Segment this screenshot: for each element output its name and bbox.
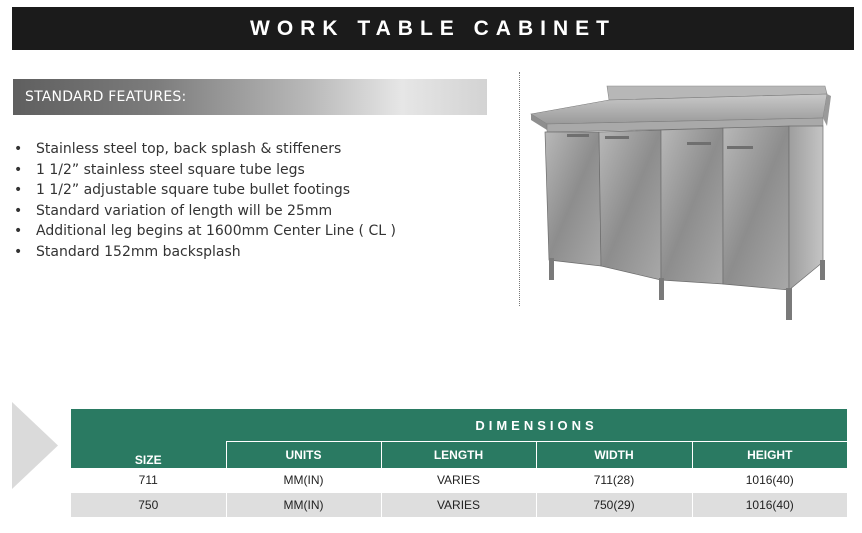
column-header-length: LENGTH [381, 442, 536, 468]
cell-size: 750 [71, 492, 226, 517]
cell-height: 1016(40) [692, 468, 847, 493]
column-header-size: SIZE [71, 442, 226, 468]
bullet-icon: • [14, 161, 23, 178]
cell-units: MM(IN) [226, 468, 381, 493]
feature-item [14, 242, 396, 263]
feature-text: 1 1/2” adjustable square tube bullet footings [36, 182, 351, 198]
column-header-units: UNITS [226, 442, 381, 468]
feature-item [14, 201, 396, 222]
feature-text: Standard variation of length will be 25mm [36, 202, 333, 219]
features-heading: STANDARD FEATURES: [13, 79, 487, 115]
cell-height: 1016(40) [692, 492, 847, 517]
bullet-icon: • [14, 243, 23, 260]
page-title: WORK TABLE CABINET [12, 7, 854, 50]
feature-text: Additional leg begins at 1600mm Center Line ( CL ) [36, 223, 396, 239]
bullet-icon: • [14, 182, 23, 198]
cell-width: 711(28) [536, 468, 692, 493]
dotted-divider [519, 72, 520, 306]
arrow-icon [12, 402, 58, 489]
table-row [71, 468, 847, 493]
column-header-width: WIDTH [536, 442, 692, 468]
cell-units: MM(IN) [226, 492, 381, 517]
product-image [527, 80, 839, 326]
dimensions-title: DIMENSIONS [226, 409, 847, 442]
dimensions-title-spacer [71, 409, 226, 442]
feature-item [14, 139, 396, 160]
bullet-icon: • [14, 202, 23, 219]
features-list [14, 139, 396, 262]
cell-size: 711 [71, 468, 226, 493]
feature-item [14, 221, 396, 242]
feature-text: 1 1/2” stainless steel square tube legs [36, 161, 305, 178]
column-header-height: HEIGHT [692, 442, 847, 468]
cell-length: VARIES [381, 468, 536, 493]
feature-text: Standard 152mm backsplash [36, 243, 241, 260]
bullet-icon: • [14, 223, 23, 239]
table-row [71, 492, 847, 517]
bullet-icon: • [14, 141, 23, 157]
feature-item [14, 180, 396, 201]
feature-text: Stainless steel top, back splash & stiffeners [36, 141, 342, 157]
cell-length: VARIES [381, 492, 536, 517]
feature-item [14, 160, 396, 181]
dimensions-table [71, 409, 847, 517]
cell-width: 750(29) [536, 492, 692, 517]
